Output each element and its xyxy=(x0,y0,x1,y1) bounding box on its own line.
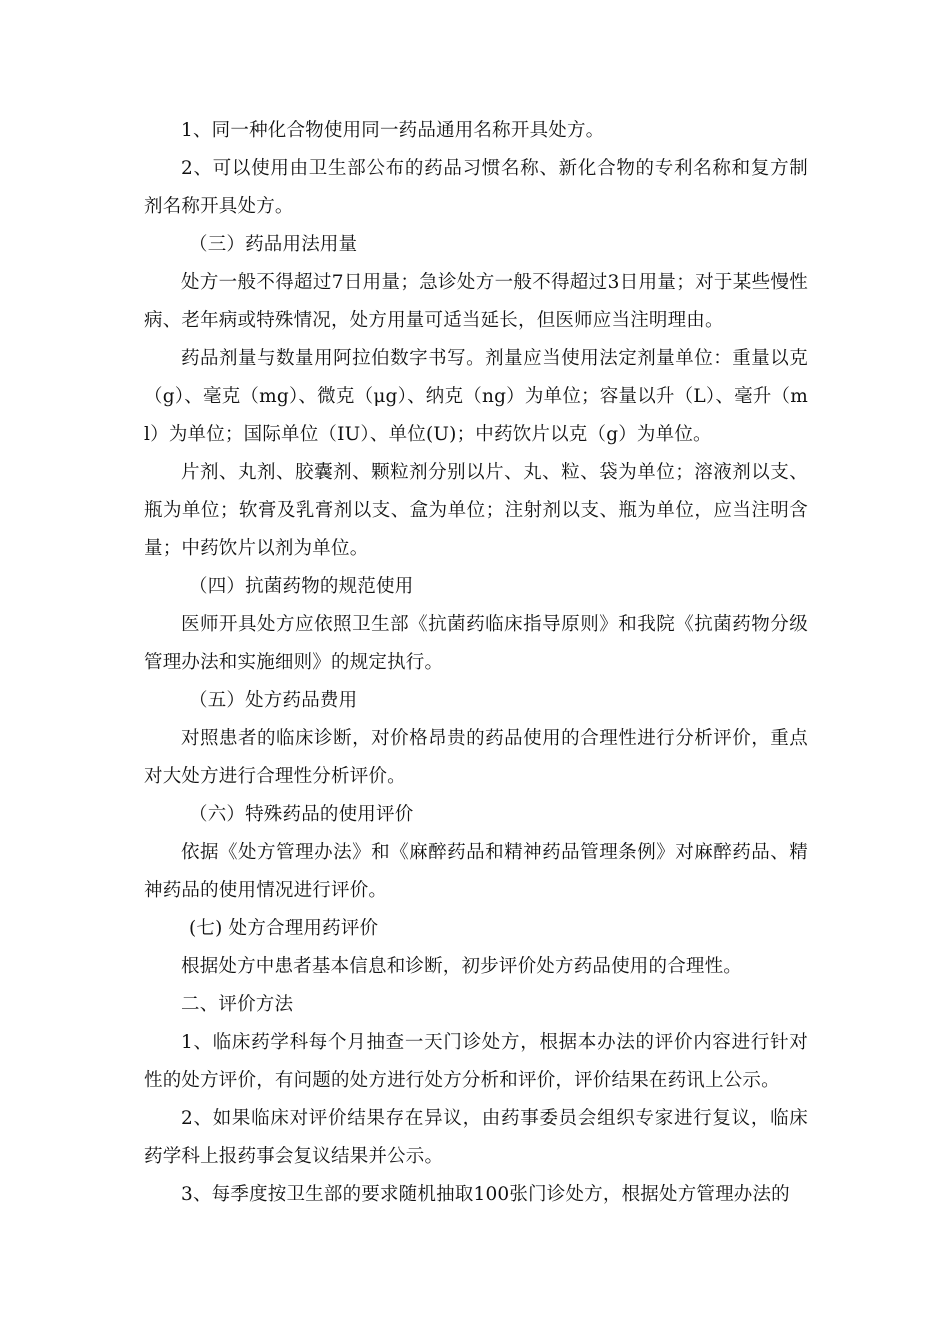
paragraph-dosage-limit: 处方一般不得超过7日用量；急诊处方一般不得超过3日用量；对于某些慢性病、老年病或特殊情况，处方用量可适当延长，但医师应当注明理由。 xyxy=(144,272,808,331)
paragraph-antibiotics: 医师开具处方应依照卫生部《抗菌药临床指导原则》和我院《抗菌药物分级管理办法和实施细则》的规定执行。 xyxy=(144,614,808,673)
document-page xyxy=(144,112,808,1214)
section-heading-rational-use: (七) 处方合理用药评价 xyxy=(189,918,379,939)
paragraph-form-units: 片剂、丸剂、胶囊剂、颗粒剂分别以片、丸、粒、袋为单位；溶液剂以支、瓶为单位；软膏及乳膏剂以支、盒为单位；注射剂以支、瓶为单位，应当注明含量；中药饮片以剂为单位。 xyxy=(144,462,808,559)
section-heading-dosage: （三）药品用法用量 xyxy=(189,234,358,255)
section-heading-special-drugs: （六）特殊药品的使用评价 xyxy=(189,804,414,825)
paragraph-item-1: 1、同一种化合物使用同一药品通用名称开具处方。 xyxy=(181,120,605,141)
section-heading-antibiotics: （四）抗菌药物的规范使用 xyxy=(189,576,414,597)
paragraph-method-2: 2、如果临床对评价结果存在异议，由药事委员会组织专家进行复议，临床药学科上报药事会复议结果并公示。 xyxy=(144,1108,808,1167)
paragraph-special-drugs: 依据《处方管理办法》和《麻醉药品和精神药品管理条例》对麻醉药品、精神药品的使用情况进行评价。 xyxy=(144,842,808,901)
paragraph-dosage-units: 药品剂量与数量用阿拉伯数字书写。剂量应当使用法定剂量单位：重量以克（g）、毫克（mg）、微克（μg）、纳克（ng）为单位；容量以升（L）、毫升（ml）为单位；国际单位（IU）、单位(U)；中药饮片以克（g）为单位。 xyxy=(144,348,808,445)
paragraph-cost: 对照患者的临床诊断，对价格昂贵的药品使用的合理性进行分析评价，重点对大处方进行合理性分析评价。 xyxy=(144,728,808,787)
paragraph-method-3: 3、每季度按卫生部的要求随机抽取100张门诊处方，根据处方管理办法的 xyxy=(181,1184,790,1205)
section-title-methods: 二、评价方法 xyxy=(181,994,294,1015)
paragraph-method-1: 1、临床药学科每个月抽查一天门诊处方，根据本办法的评价内容进行针对性的处方评价，有问题的处方进行处方分析和评价，评价结果在药讯上公示。 xyxy=(144,1032,808,1091)
paragraph-rational-use: 根据处方中患者基本信息和诊断，初步评价处方药品使用的合理性。 xyxy=(181,956,743,977)
section-heading-cost: （五）处方药品费用 xyxy=(189,690,358,711)
paragraph-item-2: 2、可以使用由卫生部公布的药品习惯名称、新化合物的专利名称和复方制剂名称开具处方。 xyxy=(144,158,808,217)
